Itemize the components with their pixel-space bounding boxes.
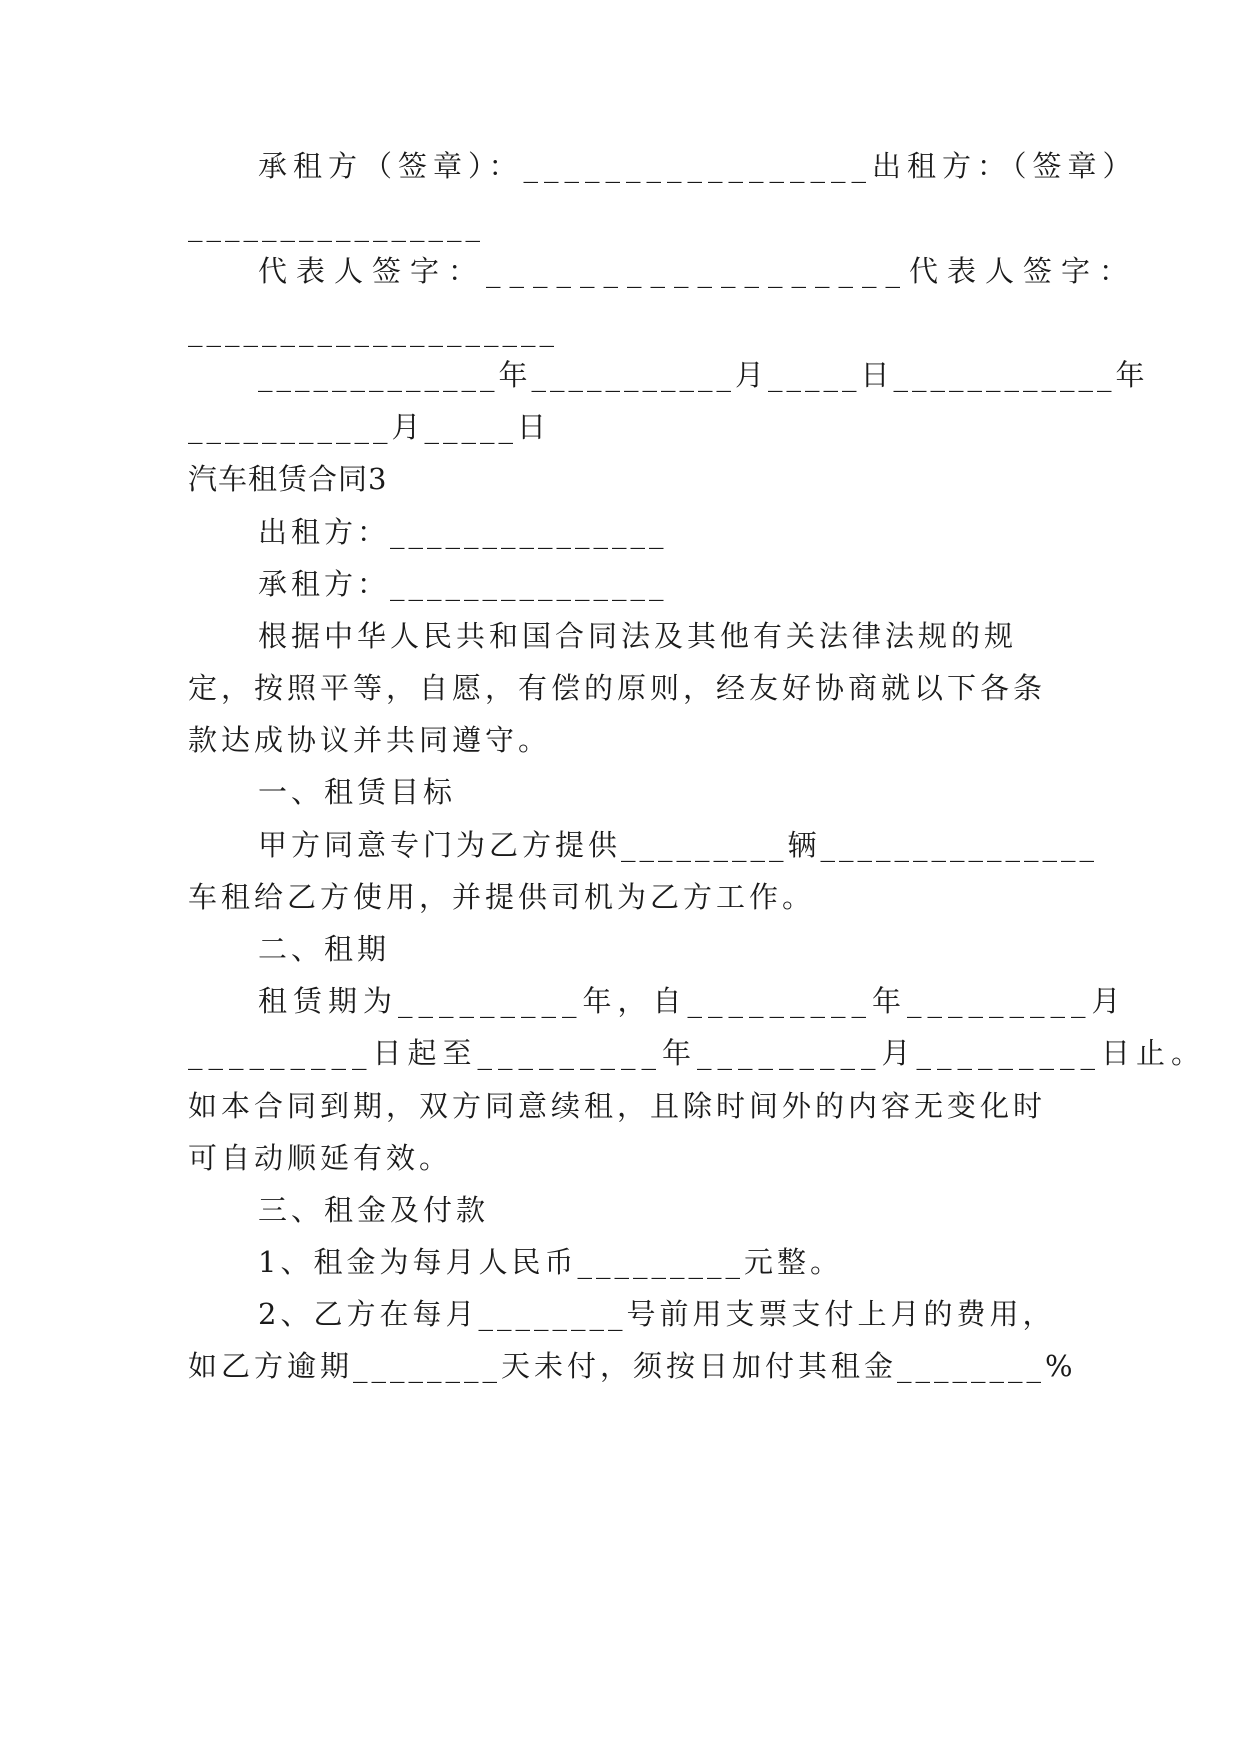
section-3-item-2-line-1: 2、乙方在每月________号前用支票支付上月的费用，: [258, 1297, 1056, 1331]
representative-signature-line-continued: ____________________: [188, 313, 558, 347]
contract-title: 汽车租赁合同3: [188, 462, 388, 496]
preamble-paragraph-line-3: 款达成协议并共同遵守。: [188, 723, 552, 757]
preamble-paragraph-line-2: 定，按照平等，自愿，有偿的原则，经友好协商就以下各条: [188, 671, 1047, 705]
section-2-text-line-1: 租赁期为_________年，自_________年_________月: [258, 984, 1127, 1018]
section-3-heading: 三、租金及付款: [258, 1193, 490, 1227]
section-3-item-2-line-2: 如乙方逾期________天未付，须按日加付其租金________%: [188, 1349, 1077, 1383]
section-3-item-1: 1、租金为每月人民币_________元整。: [258, 1245, 843, 1279]
section-1-text-line-2: 车租给乙方使用，并提供司机为乙方工作。: [188, 880, 816, 914]
lessee-signature-line-continued: ________________: [188, 208, 484, 242]
signature-date-line: _____________年___________月_____日____________年: [258, 358, 1149, 392]
section-2-text-line-4: 可自动顺延有效。: [188, 1141, 453, 1175]
representative-signature-line: 代表人签字：__________________代表人签字：: [258, 254, 1138, 288]
section-1-text-line-1: 甲方同意专门为乙方提供_________辆_______________: [258, 828, 1099, 862]
section-2-heading: 二、租期: [258, 932, 391, 966]
signature-date-line-continued: ___________月_____日: [188, 410, 551, 444]
lessor-field: 出租方：_______________: [258, 515, 668, 549]
lessee-signature-line: 承租方（签章）：_________________出租方：（签章）: [258, 149, 1138, 183]
preamble-paragraph-line-1: 根据中华人民共和国合同法及其他有关法律法规的规: [258, 619, 1018, 653]
section-2-text-line-2: _________日起至_________年_________月_________日止。: [188, 1036, 1207, 1070]
section-1-heading: 一、租赁目标: [258, 775, 457, 809]
lessee-field: 承租方：_______________: [258, 567, 668, 601]
section-2-text-line-3: 如本合同到期，双方同意续租，且除时间外的内容无变化时: [188, 1089, 1047, 1123]
